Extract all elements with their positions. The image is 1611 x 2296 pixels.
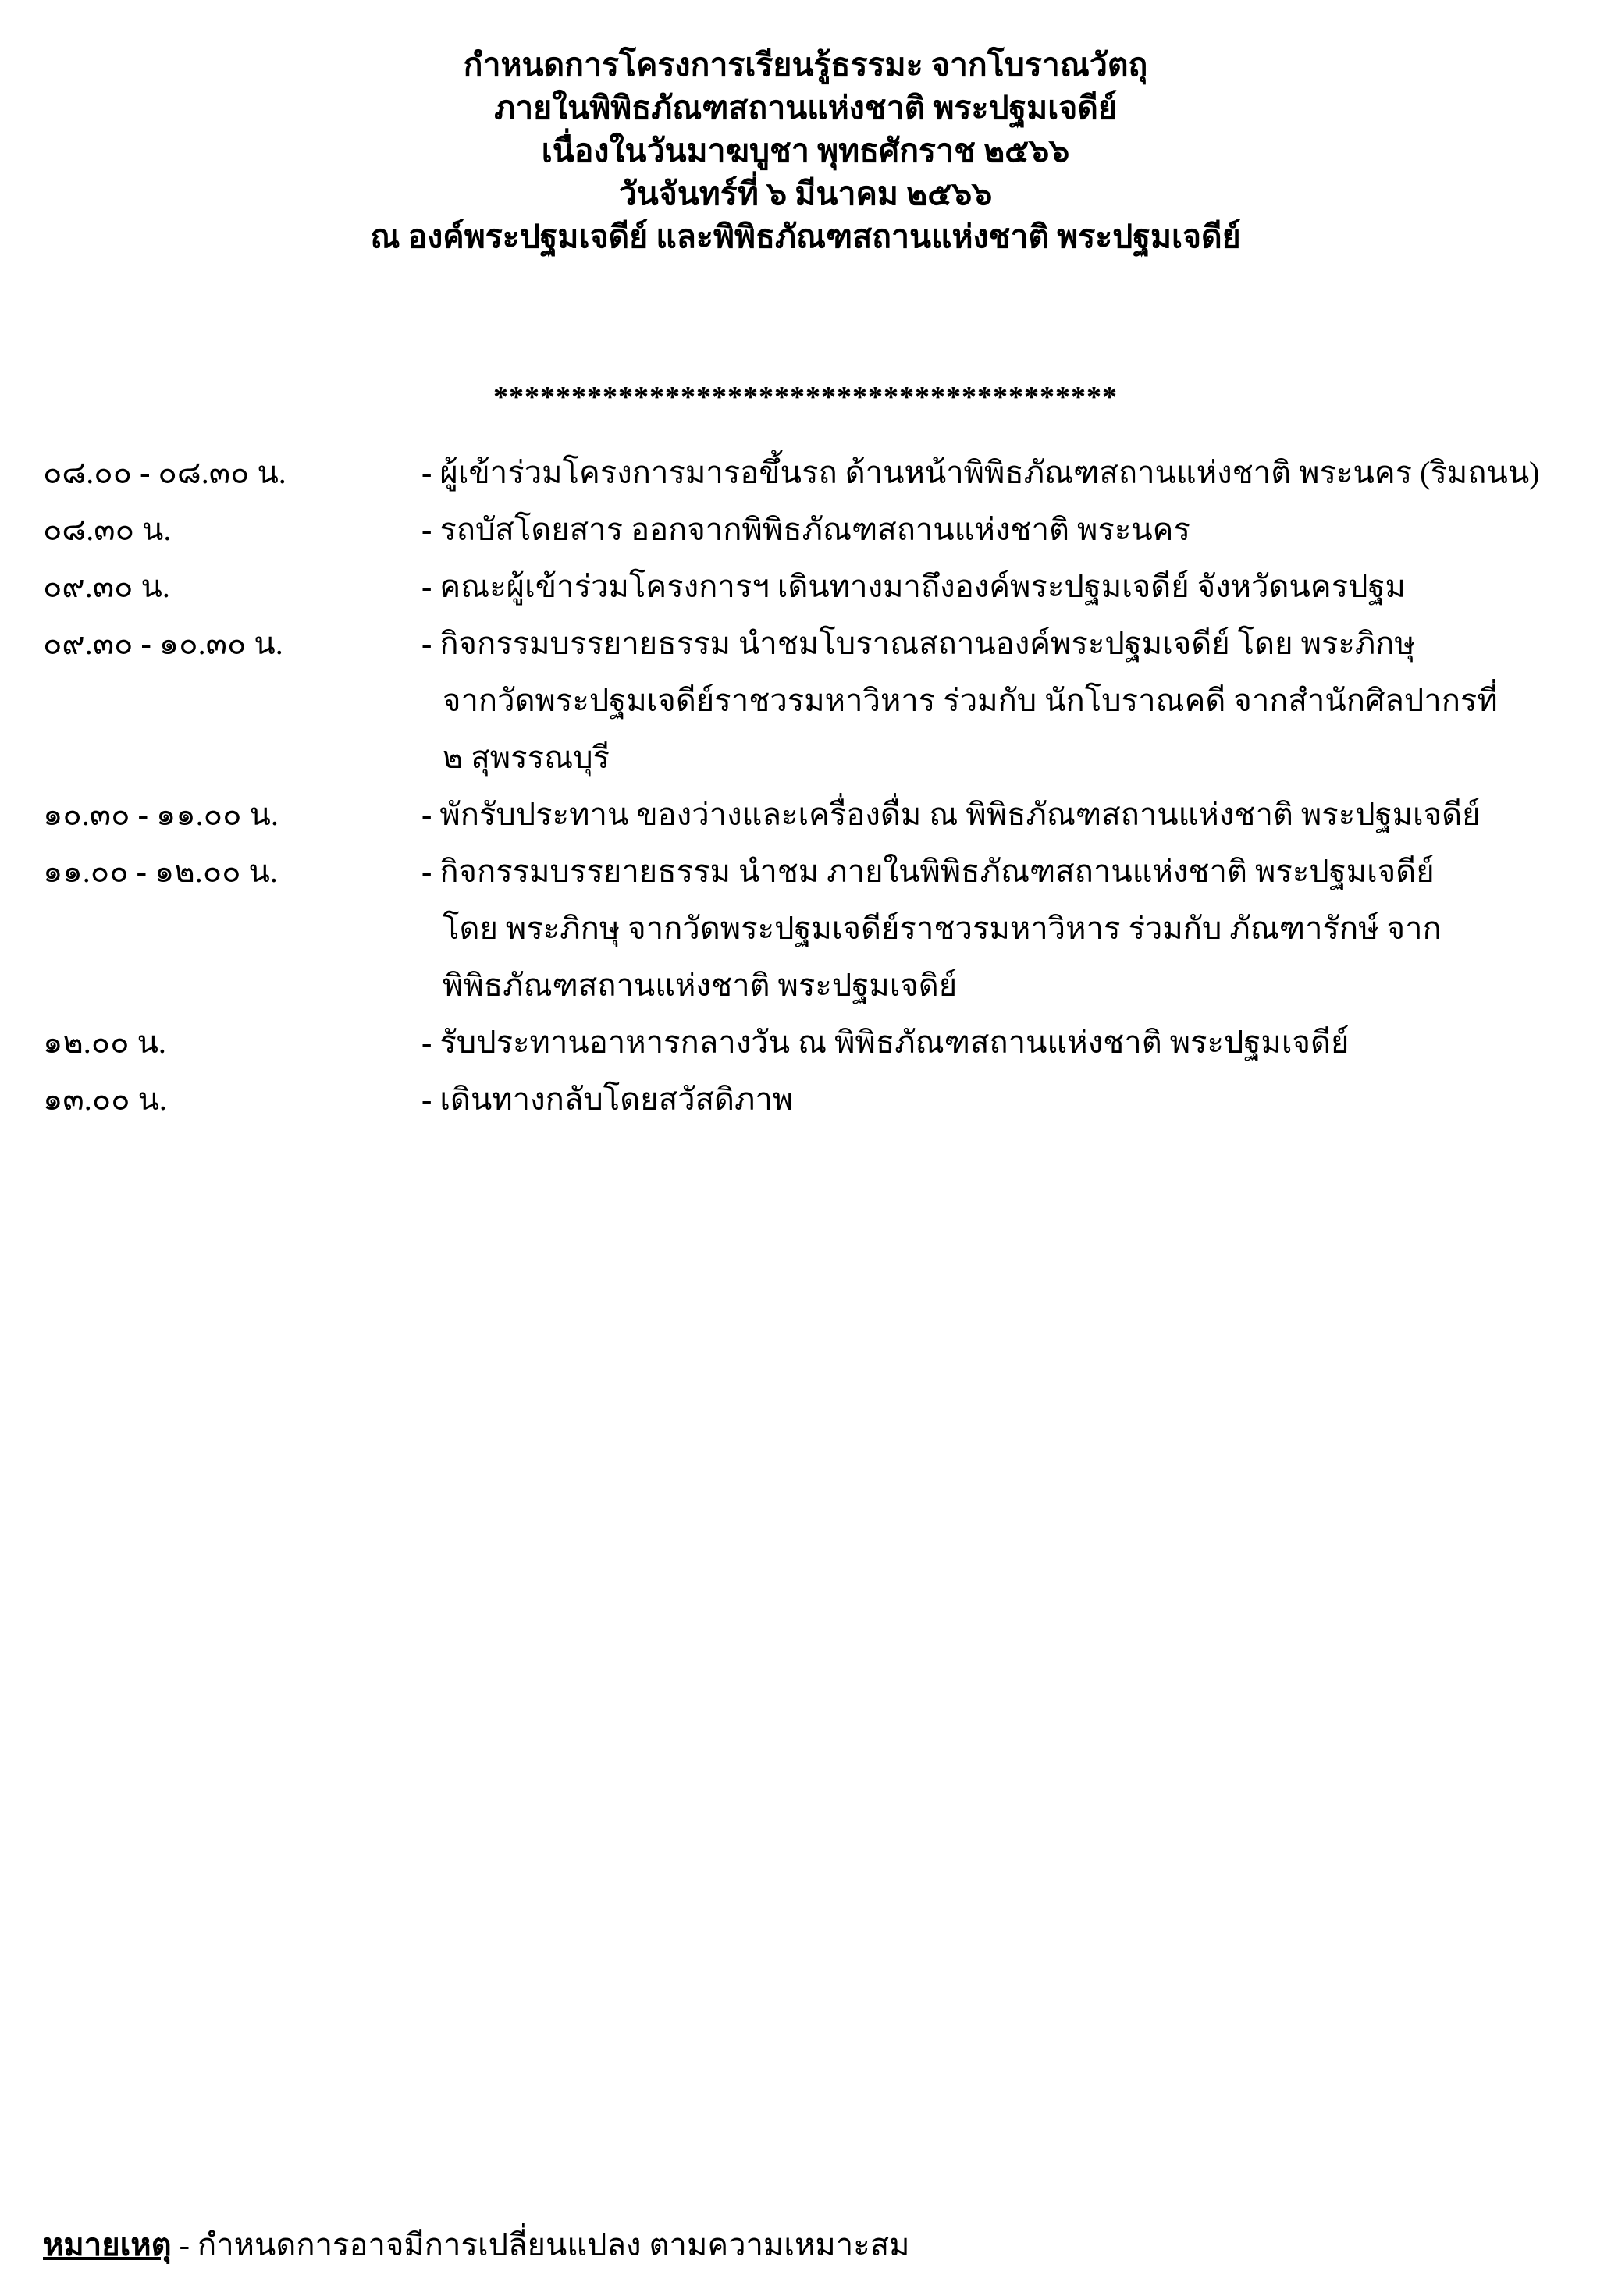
note-text: - กำหนดการอาจมีการเปลี่ยนแปลง ตามความเหมาะสม (179, 2227, 910, 2262)
description-cell (421, 1071, 1603, 1128)
time-cell: ๑๐.๓๐ - ๑๑.๐๐ น. (43, 797, 279, 832)
description-line: จากวัดพระปฐมเจดีย์ราชวรมหาวิหาร ร่วมกับ นักโบราณคดี จากสำนักศิลปากรที่ (443, 683, 1498, 718)
description-cell (421, 1014, 1603, 1071)
time-cell: ๐๙.๓๐ น. (43, 569, 170, 604)
schedule-row (0, 615, 1611, 786)
description-line: - เดินทางกลับโดยสวัสดิภาพ (421, 1082, 794, 1117)
title-line-4: วันจันทร์ที่ ๖ มีนาคม ๒๕๖๖ (618, 176, 993, 211)
title-line-3: เนื่องในวันมาฆบูชา พุทธศักราช ๒๕๖๖ (541, 133, 1070, 169)
description-line: ๒ สุพรรณบุรี (443, 740, 610, 775)
separator-line: **************************************** (493, 381, 1118, 414)
time-cell: ๑๑.๐๐ - ๑๒.๐๐ น. (43, 854, 278, 889)
description-cell (421, 501, 1603, 558)
schedule-list (0, 444, 1611, 1128)
schedule-row (0, 843, 1611, 1014)
description-line: - คณะผู้เข้าร่วมโครงการฯ เดินทางมาถึงองค์พระปฐมเจดีย์ จังหวัดนครปฐม (421, 569, 1406, 604)
description-line: - ผู้เข้าร่วมโครงการมารอขึ้นรถ ด้านหน้าพิพิธภัณฑสถานแห่งชาติ พระนคร (ริมถนน) (421, 455, 1540, 490)
description-line: - กิจกรรมบรรยายธรรม นำชมโบราณสถานองค์พระปฐมเจดีย์ โดย พระภิกษุ (421, 626, 1415, 661)
title-line-5: ณ องค์พระปฐมเจดีย์ และพิพิธภัณฑสถานแห่งชาติ พระปฐมเจดีย์ (370, 219, 1241, 254)
time-cell: ๑๒.๐๐ น. (43, 1025, 166, 1060)
description-cell (421, 843, 1603, 1014)
description-line: - กิจกรรมบรรยายธรรม นำชม ภายในพิพิธภัณฑสถานแห่งชาติ พระปฐมเจดีย์ (421, 854, 1435, 889)
description-line: พิพิธภัณฑสถานแห่งชาติ พระปฐมเจดิย์ (443, 968, 958, 1003)
description-line: - พักรับประทาน ของว่างและเครื่องดื่ม ณ พิพิธภัณฑสถานแห่งชาติ พระปฐมเจดีย์ (421, 797, 1481, 832)
footnote (43, 2216, 910, 2273)
schedule-row (0, 1014, 1611, 1071)
time-cell: ๐๘.๐๐ - ๐๘.๓๐ น. (43, 455, 286, 490)
description-cell (421, 615, 1603, 786)
description-line: โดย พระภิกษุ จากวัดพระปฐมเจดีย์ราชวรมหาวิหาร ร่วมกับ ภัณฑารักษ์ จาก (443, 911, 1442, 946)
description-cell (421, 786, 1603, 843)
schedule-row (0, 558, 1611, 615)
description-cell (421, 444, 1603, 501)
title-line-1: กำหนดการโครงการเรียนรู้ธรรมะ จากโบราณวัตถุ (463, 47, 1148, 83)
note-label: หมายเหตุ (43, 2227, 172, 2262)
description-line: - รถบัสโดยสาร ออกจากพิพิธภัณฑสถานแห่งชาติ พระนคร (421, 512, 1190, 547)
schedule-row (0, 444, 1611, 501)
document-title (0, 0, 1611, 258)
description-cell (421, 558, 1603, 615)
schedule-row (0, 501, 1611, 558)
schedule-row (0, 786, 1611, 843)
title-line-2: ภายในพิพิธภัณฑสถานแห่งชาติ พระปฐมเจดีย์ (494, 90, 1117, 126)
time-cell: ๐๘.๓๐ น. (43, 512, 172, 547)
time-cell: ๑๓.๐๐ น. (43, 1082, 167, 1117)
description-line: - รับประทานอาหารกลางวัน ณ พิพิธภัณฑสถานแห่งชาติ พระปฐมเจดีย์ (421, 1025, 1350, 1060)
time-cell: ๐๙.๓๐ - ๑๐.๓๐ น. (43, 626, 283, 661)
schedule-row (0, 1071, 1611, 1128)
